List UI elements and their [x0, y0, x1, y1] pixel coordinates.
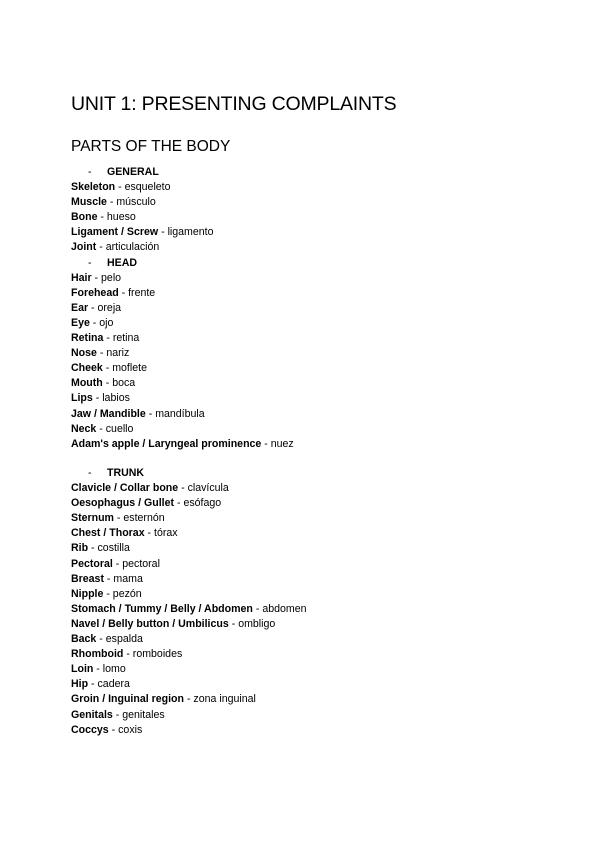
- term-row: Pectoral - pectoral: [71, 557, 160, 570]
- term-row: Lips - labios: [71, 392, 130, 405]
- term-row: Genitals - genitales: [71, 708, 165, 721]
- section-heading-trunk: - TRUNK: [88, 467, 145, 479]
- term-row: Back - espalda: [71, 633, 143, 646]
- term-row: Cheek - moflete: [71, 362, 147, 375]
- term-row: Joint - articulación: [71, 241, 160, 254]
- term-row: Breast - mama: [71, 572, 143, 585]
- term-row: Hair - pelo: [71, 271, 122, 284]
- term-row: Ear - oreja: [71, 301, 122, 314]
- term-row: Rib - costilla: [71, 542, 130, 555]
- term-row: Hip - cadera: [71, 678, 130, 691]
- term-row: Navel / Belly button / Umbilicus - ombligo: [71, 617, 276, 630]
- vocab-block-trunk: [71, 466, 307, 738]
- term-row: Skeleton - esqueleto: [71, 181, 171, 194]
- term-row: Stomach / Tummy / Belly / Abdomen - abdomen: [71, 602, 307, 615]
- term-row: Sternum - esternón: [71, 512, 165, 525]
- term-row: Eye - ojo: [71, 316, 114, 329]
- vocab-block-general-head: [71, 165, 294, 452]
- term-row: Retina - retina: [71, 332, 140, 345]
- section-subtitle: PARTS OF THE BODY: [71, 138, 231, 155]
- term-row: Jaw / Mandible - mandíbula: [71, 407, 205, 420]
- page-title: UNIT 1: PRESENTING COMPLAINTS: [71, 93, 397, 115]
- term-row: Neck - cuello: [71, 422, 134, 435]
- term-row: Rhomboid - romboides: [71, 648, 183, 661]
- term-row: Bone - hueso: [71, 211, 136, 224]
- term-row: Clavicle / Collar bone - clavícula: [71, 482, 229, 495]
- term-row: Chest / Thorax - tórax: [71, 527, 178, 540]
- section-heading-general: - GENERAL: [88, 166, 159, 178]
- term-row: Muscle - músculo: [71, 196, 156, 209]
- term-row: Groin / Inguinal region - zona inguinal: [71, 693, 256, 706]
- term-row: Coccys - coxis: [71, 723, 143, 736]
- term-row: Ligament / Screw - ligamento: [71, 226, 214, 239]
- term-row: Mouth - boca: [71, 377, 136, 390]
- term-row: Nose - nariz: [71, 347, 130, 360]
- term-row: Oesophagus / Gullet - esófago: [71, 497, 222, 510]
- section-heading-head: - HEAD: [88, 256, 138, 269]
- term-row: Loin - lomo: [71, 663, 126, 676]
- term-row: Adam's apple / Laryngeal prominence - nuez: [71, 437, 294, 450]
- term-row: Nipple - pezón: [71, 587, 142, 600]
- term-row: Forehead - frente: [71, 286, 156, 299]
